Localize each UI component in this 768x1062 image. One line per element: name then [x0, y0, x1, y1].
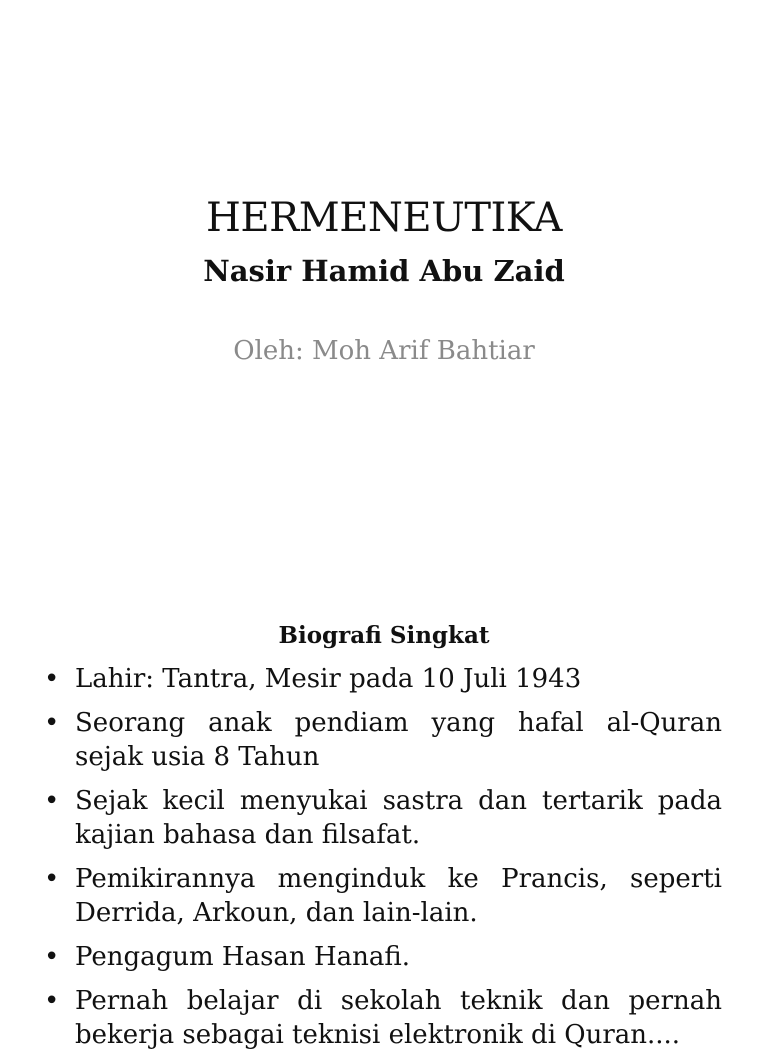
- list-item: [44, 940, 722, 974]
- list-item-text: Pemikirannya menginduk ke Prancis, seperti Derrida, Arkoun, dan lain-lain.: [75, 864, 722, 928]
- section-heading: Biografi Singkat: [278, 622, 490, 649]
- biography-slide: [0, 576, 768, 1050]
- bullet-icon: •: [44, 786, 60, 816]
- list-item-text: Sejak kecil menyukai sastra dan tertarik pada kajian bahasa dan filsafat.: [75, 786, 722, 850]
- list-item-text: Pernah belajar di sekolah teknik dan pernah bekerja sebagai teknisi elektronik di Quran....: [75, 986, 722, 1050]
- list-item: [44, 784, 722, 852]
- list-item: [44, 706, 722, 774]
- list-item-text: Lahir: Tantra, Mesir pada 10 Juli 1943: [75, 664, 582, 694]
- list-item: [44, 862, 722, 930]
- list-item: [44, 984, 722, 1052]
- list-item-text: Pengagum Hasan Hanafi.: [75, 942, 410, 972]
- list-item-text: Seorang anak pendiam yang hafal al-Quran sejak usia 8 Tahun: [75, 708, 722, 772]
- bullet-icon: •: [44, 664, 60, 694]
- author-line: Oleh: Moh Arif Bahtiar: [233, 336, 535, 366]
- list-item: [44, 662, 722, 696]
- bullet-icon: •: [44, 864, 60, 894]
- slide-subtitle: Nasir Hamid Abu Zaid: [203, 254, 565, 288]
- bullet-icon: •: [44, 708, 60, 738]
- bullet-icon: •: [44, 942, 60, 972]
- biography-list: [44, 662, 722, 1062]
- slide-title: HERMENEUTIKA: [206, 195, 562, 241]
- bullet-icon: •: [44, 986, 60, 1016]
